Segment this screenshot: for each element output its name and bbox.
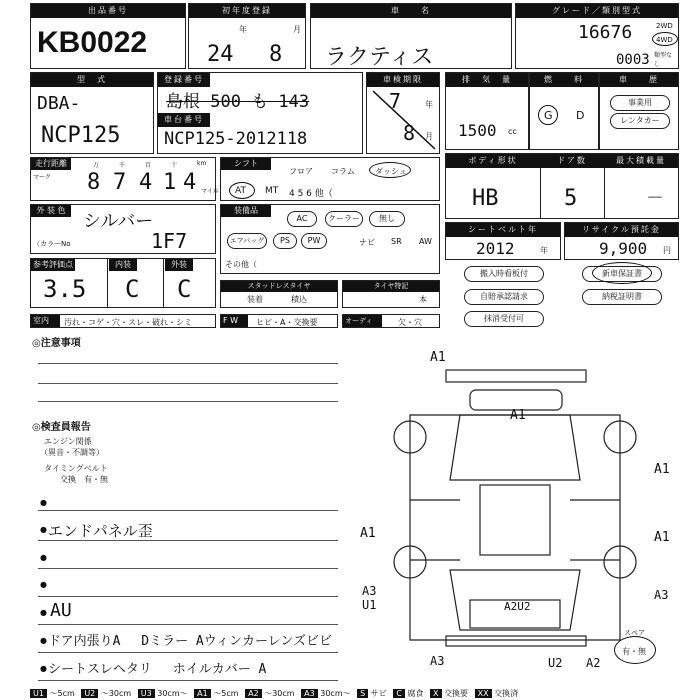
first-reg-year: 24	[207, 42, 234, 67]
inspection-box	[366, 72, 440, 154]
fuel-g: G	[544, 109, 553, 122]
displacement: 1500	[458, 121, 497, 140]
legend-s-code: S	[357, 689, 368, 698]
mark-a3-right-rear: A3	[654, 588, 669, 602]
interior-bar-items: 汚れ・コゲ・穴・スレ・破れ・シミ	[64, 318, 192, 327]
mark-u1-left-rear: U1	[362, 598, 377, 612]
bullet-3: ●	[40, 553, 47, 562]
shift-dash: ダッシュ	[375, 167, 407, 176]
legend-s-desc: サビ	[370, 689, 387, 698]
strike-line	[367, 87, 439, 153]
car-name-box	[310, 3, 512, 69]
reg-no: 島根 500 も 143	[166, 92, 310, 112]
doc-deregister: 抹消受付可	[464, 311, 544, 327]
score-box	[30, 258, 216, 308]
audio-bar-box	[342, 314, 440, 328]
history-business: 事業用	[610, 95, 670, 111]
mark-a2-bumper-right: A2	[586, 656, 601, 670]
front-bumper	[446, 370, 586, 382]
model: NCP125	[41, 123, 121, 148]
reg-no-label: 登録番号	[158, 73, 210, 87]
equip-box	[220, 204, 440, 274]
interior-score-label: 内装	[109, 259, 137, 271]
reg-box	[157, 72, 363, 154]
recycle-box	[564, 222, 679, 260]
car-name: ラクティス	[325, 45, 434, 70]
capacity-label: 最大積載量	[604, 154, 678, 168]
month-unit: 月	[293, 25, 301, 34]
grade: 16676	[578, 22, 633, 43]
body-shape: HB	[472, 186, 499, 211]
doc-signboard: 搬入時看板付	[464, 266, 544, 282]
caution-line-1	[38, 363, 338, 364]
remark-line-2	[38, 540, 338, 541]
lot-number: KB0022	[37, 26, 148, 59]
mileage-unit-mile: マイル	[201, 188, 219, 195]
remark-1: エンドパネル歪	[48, 522, 153, 540]
bullet-1: ●	[40, 498, 47, 507]
body-divider-2	[604, 168, 605, 218]
mileage-digit-5: 4	[183, 170, 197, 195]
fuel-label: 燃 料	[530, 73, 598, 87]
bullet-2: ●	[40, 525, 47, 534]
mileage-unit-man: 万	[93, 162, 100, 169]
grade-label: グレード／類別型式	[516, 4, 678, 18]
remark-5: シートスレヘタリ ホイルカバー A	[48, 662, 267, 677]
studless-fitted: 装着	[247, 295, 263, 304]
model-label: 型 式	[31, 73, 153, 87]
first-reg-label: 初年度登録	[189, 4, 305, 18]
legend-a3-code: A3	[301, 689, 318, 698]
caution-title: ◎注意事項	[32, 338, 81, 349]
doc-warranty: 新車保証書	[582, 266, 662, 282]
displacement-label: 排 気 量	[446, 73, 528, 87]
equip-none: 無し	[369, 211, 405, 227]
mileage-unit-hyaku: 百	[145, 162, 152, 169]
caution-line-2	[38, 383, 338, 384]
legend-u2-desc: ～30cm	[100, 689, 132, 698]
mileage-box	[30, 157, 219, 201]
shift-speeds: 4 5 6 他（	[289, 189, 333, 199]
mileage-digit-3: 4	[139, 170, 153, 195]
shift-mt: MT	[265, 186, 279, 196]
seatbelt-year-unit: 年	[540, 246, 548, 255]
mark-a3-bumper-left: A3	[430, 654, 445, 668]
inspection-year: 7	[389, 89, 402, 113]
rear-bumper	[446, 636, 586, 646]
legend-xx-code: XX	[475, 689, 492, 698]
fuel-d: D	[576, 109, 585, 122]
equip-sr: SR	[391, 237, 402, 246]
equip-other: その他（	[225, 260, 257, 269]
audio-bar-items: 欠・穴	[398, 318, 422, 327]
inspection-label: 車検期限	[367, 73, 439, 87]
inspection-month-unit: 月	[425, 132, 433, 141]
capacity: －	[646, 188, 664, 209]
score-label: 参考評価点	[33, 260, 73, 269]
hood	[450, 415, 580, 480]
mileage-label: 走行距離	[31, 158, 71, 170]
remark-line-7	[38, 680, 338, 681]
seatbelt-box	[445, 222, 561, 260]
equip-ac: AC	[287, 211, 317, 227]
remark-line-4	[38, 596, 338, 597]
doors-label: ドア数	[540, 154, 604, 168]
bullet-6: ●	[40, 636, 47, 645]
shift-at-circle	[229, 182, 255, 199]
legend-a3-desc: 30cm～	[320, 689, 351, 698]
remark-line-1	[38, 510, 338, 511]
remark-4: ドア内張りA Dミラー Aウィンカーレンズビビ	[48, 634, 332, 649]
fw-bar-box	[220, 314, 338, 328]
equip-airbag: エアバッグ	[227, 233, 267, 249]
tire-unit: 本	[419, 295, 427, 304]
car-name-label: 車 名	[311, 4, 511, 18]
inspection-month: 8	[403, 121, 416, 145]
equip-ps: PS	[273, 233, 297, 249]
shift-at: AT	[235, 186, 246, 196]
body-divider-1	[540, 168, 541, 218]
score-divider-2	[163, 259, 164, 307]
legend-x-code: X	[430, 689, 441, 698]
mark-a1-hood: A1	[510, 408, 526, 423]
equip-aw: AW	[419, 237, 432, 246]
body-label: ボディ形状	[446, 154, 540, 168]
front-grille	[470, 390, 562, 410]
legend-u1-code: U1	[30, 689, 47, 698]
fuel-g-circle	[538, 105, 558, 125]
seatbelt-year: 2012	[476, 239, 515, 258]
remark-line-3	[38, 568, 338, 569]
equip-navi: ナビ	[359, 238, 375, 247]
interior-bar-box	[30, 314, 216, 328]
model-prefix: DBA-	[37, 93, 81, 114]
studless-label: スタッドレスタイヤ	[221, 281, 337, 292]
type-none: 類型なし	[654, 52, 673, 68]
tire-box	[342, 280, 440, 308]
grade-box	[515, 3, 679, 69]
studless-box	[220, 280, 338, 308]
fw-bar-label: F W	[220, 314, 248, 328]
exterior-score-label: 外装	[165, 259, 193, 271]
equip-cooler: クーラー	[325, 211, 363, 227]
inspection-year-unit: 年	[425, 100, 433, 109]
doc-insurance: 自賠承認請求	[464, 289, 544, 305]
legend-u3-desc: 30cm～	[157, 689, 188, 698]
cc-unit: cc	[508, 127, 517, 136]
body-box	[445, 153, 679, 219]
spare-label: スペア	[624, 629, 645, 637]
legend-u2-code: U2	[81, 689, 98, 698]
inspector-title: ◎検査員報告	[32, 422, 91, 433]
mileage-digit-2: 7	[113, 170, 127, 195]
shift-label: シフト	[221, 158, 271, 170]
lot-label: 出品番号	[31, 4, 185, 18]
score: 3.5	[43, 275, 87, 303]
drive-4wd: 4WD	[656, 36, 673, 44]
timing-label: タイミングベルト	[44, 464, 108, 473]
remark-line-5	[38, 624, 338, 625]
chassis: NCP125-2012118	[164, 129, 308, 149]
doc-warranty-circle	[592, 262, 652, 284]
legend-u3-code: U3	[138, 689, 155, 698]
engine-label: エンジン関係	[44, 437, 92, 446]
caution-line-3	[38, 401, 338, 402]
mark-a3-left-rear: A3	[362, 584, 377, 598]
mark-a1-left-door: A1	[360, 526, 376, 541]
shift-dash-circle	[369, 162, 411, 178]
model-box	[30, 72, 154, 154]
score-divider-1	[107, 259, 108, 307]
legend-a2-code: A2	[245, 689, 262, 698]
drive-4wd-circle	[652, 32, 678, 46]
color-label: 外 装 色	[31, 205, 71, 217]
mark-a1-right-door: A1	[654, 530, 670, 545]
color: シルバー	[83, 211, 154, 232]
history-label: 車 歴	[600, 73, 678, 87]
roof	[480, 485, 550, 555]
doc-tax: 納税証明書	[582, 289, 662, 305]
shift-column: コラム	[331, 167, 355, 176]
color-box	[30, 204, 216, 254]
legend-c-desc: 腐食	[407, 689, 424, 698]
recycle-label: リサイクル預託金	[565, 223, 678, 237]
legend-xx-desc: 交換済	[494, 689, 519, 698]
fw-bar-items: ヒビ・A・交換要	[256, 318, 318, 327]
mileage-unit-juu: 十	[171, 162, 178, 169]
legend-bar	[30, 688, 680, 700]
remark-3: AU	[50, 600, 72, 621]
first-reg-month: 8	[269, 42, 283, 67]
legend-a2-desc: ～30cm	[264, 689, 295, 698]
chassis-label: 車台番号	[158, 113, 210, 127]
engine-sub: （異音・不調等）	[40, 448, 104, 457]
audio-bar-label: オーディオ	[342, 314, 382, 328]
year-unit: 年	[239, 25, 247, 34]
history-rental: レンタカー	[610, 113, 670, 129]
legend-a1-code: A1	[194, 689, 211, 698]
exterior-score: C	[177, 275, 192, 303]
mileage-unit-km: km	[197, 160, 207, 167]
mileage-unit-sen: 千	[119, 162, 126, 169]
interior-score: C	[125, 275, 140, 303]
spare-options: 有・無	[622, 647, 646, 656]
mileage-digit-1: 8	[87, 170, 101, 195]
doors: 5	[564, 186, 578, 211]
recycle-yen: 円	[663, 246, 671, 255]
legend-c-code: C	[393, 689, 405, 698]
bullet-7: ●	[40, 664, 47, 673]
interior-bar-label: 室内	[30, 314, 60, 328]
type-code: 0003	[616, 52, 650, 68]
drive-2wd: 2WD	[656, 22, 673, 30]
equip-label: 装備品	[221, 205, 271, 217]
seatbelt-label: シートベルト年	[446, 223, 560, 237]
history-box	[599, 72, 679, 150]
legend-u1-desc: ～5cm	[49, 689, 75, 698]
color-no: 1F7	[151, 229, 188, 253]
first-reg-box	[188, 3, 306, 69]
color-no-label: （カラーNo	[33, 240, 71, 248]
mileage-digit-4: 1	[163, 170, 177, 195]
legend-x-desc: 交換要	[444, 689, 469, 698]
shift-floor: フロア	[289, 167, 313, 176]
mileage-mark: マーク	[33, 174, 52, 181]
equip-pw: PW	[301, 233, 327, 249]
displacement-box	[445, 72, 529, 150]
fuel-box	[529, 72, 599, 150]
remark-line-6	[38, 652, 338, 653]
recycle-amount: 9,900	[599, 239, 648, 258]
mark-a1-front: A1	[430, 350, 446, 365]
lot-box	[30, 3, 186, 69]
legend-a1-desc: ～5cm	[213, 689, 239, 698]
timing-options: 交換 有・無	[60, 475, 108, 484]
shift-box	[220, 157, 440, 201]
mark-u2-bumper: U2	[548, 656, 563, 670]
bullet-4: ●	[40, 580, 47, 589]
bullet-5: ●	[40, 608, 47, 617]
mark-a1-right-front: A1	[654, 462, 670, 477]
tire-label: タイヤ特記	[343, 281, 439, 292]
studless-loaded: 積込	[291, 295, 307, 304]
mark-a2u2-rear: A2U2	[504, 600, 531, 613]
